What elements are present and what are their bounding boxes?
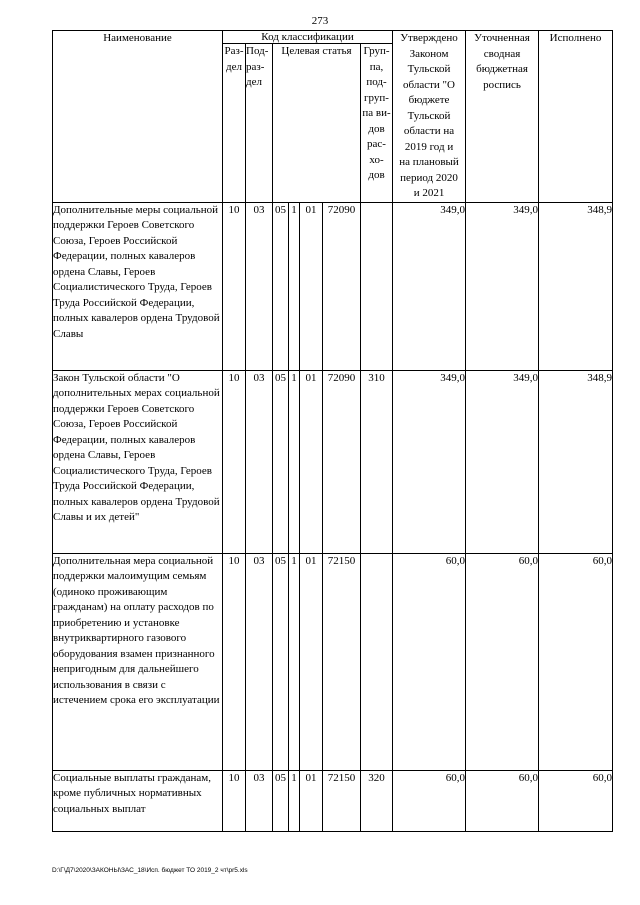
header-classification-code: Код классификации — [223, 31, 393, 44]
header-revised: Уточненная сводная бюджетная роспись — [466, 31, 539, 203]
row-code-measure: 01 — [300, 370, 323, 553]
row-code-measure: 01 — [300, 202, 323, 370]
row-executed: 60,0 — [539, 553, 613, 770]
row-name: Дополнительные меры социальной поддержки Героев Советского Союза, Героев Российской Федерации, полных кавалеров ордена Славы, Героев Социалистического Труда, Героев Труда Российской Федерации, полных кавалеров ордена Трудовой Славы — [53, 202, 223, 370]
row-subsection: 03 — [246, 553, 273, 770]
row-section: 10 — [223, 202, 246, 370]
row-revised: 349,0 — [466, 202, 539, 370]
row-executed: 60,0 — [539, 770, 613, 831]
row-code-program: 05 — [273, 770, 289, 831]
row-approved: 349,0 — [393, 202, 466, 370]
row-subsection: 03 — [246, 202, 273, 370]
header-executed: Исполнено — [539, 31, 613, 203]
table-row — [53, 202, 613, 370]
header-approved: Утверждено Законом Тульской области "О бюджете Тульской области на 2019 год и на плановый период 2020 и 2021 — [393, 31, 466, 203]
row-subsection: 03 — [246, 370, 273, 553]
row-code-program: 05 — [273, 553, 289, 770]
row-code-direction: 72150 — [323, 553, 361, 770]
row-code-measure: 01 — [300, 770, 323, 831]
row-code-direction: 72090 — [323, 370, 361, 553]
header-name: Наименование — [53, 31, 223, 203]
row-subsection: 03 — [246, 770, 273, 831]
row-expense-group — [361, 553, 393, 770]
row-approved: 60,0 — [393, 553, 466, 770]
table-row — [53, 770, 613, 831]
table-row — [53, 553, 613, 770]
header-target-article: Целевая статья — [273, 44, 361, 202]
row-approved: 60,0 — [393, 770, 466, 831]
row-expense-group: 310 — [361, 370, 393, 553]
row-name: Социальные выплаты гражданам, кроме публичных нормативных социальных выплат — [53, 770, 223, 831]
row-name: Дополнительная мера социальной поддержки малоимущим семьям (одиноко проживающим гражданам) на оплату расходов по приобретению и установке внутриквартирного газового оборудования взамен признанного непригодным для дальнейшего использования в связи с истечением срока его эксплуатации — [53, 553, 223, 770]
row-code-measure: 01 — [300, 553, 323, 770]
row-code-subprogram: 1 — [289, 370, 300, 553]
row-code-direction: 72150 — [323, 770, 361, 831]
row-code-program: 05 — [273, 370, 289, 553]
header-subsection: Под- раз- дел — [246, 44, 273, 202]
row-expense-group — [361, 202, 393, 370]
row-approved: 349,0 — [393, 370, 466, 553]
row-code-subprogram: 1 — [289, 553, 300, 770]
footer-file-path: D:\Г\Д7\2020\ЗАКОНЫ\ЗАС_18\Исп. бюджет ТО 2019_2 чт\pr5.xls — [52, 867, 248, 874]
row-code-program: 05 — [273, 202, 289, 370]
row-revised: 60,0 — [466, 770, 539, 831]
row-name: Закон Тульской области "О дополнительных мерах социальной поддержки Героев Советского Союза, Героев Российской Федерации, полных кавалеров ордена Славы, Героев Социалистического Труда, Героев Труда Российской Федерации, полных кавалеров ордена Трудовой Славы и их детей" — [53, 370, 223, 553]
page-number: 273 — [311, 15, 329, 27]
row-section: 10 — [223, 370, 246, 553]
row-section: 10 — [223, 770, 246, 831]
row-code-direction: 72090 — [323, 202, 361, 370]
row-code-subprogram: 1 — [289, 202, 300, 370]
row-expense-group: 320 — [361, 770, 393, 831]
header-section: Раз- дел — [223, 44, 246, 202]
row-revised: 349,0 — [466, 370, 539, 553]
header-expense-group: Груп- па, под- груп- па ви- дов рас- хо- дов — [361, 44, 393, 202]
row-executed: 348,9 — [539, 370, 613, 553]
row-code-subprogram: 1 — [289, 770, 300, 831]
row-section: 10 — [223, 553, 246, 770]
table-row — [53, 370, 613, 553]
row-revised: 60,0 — [466, 553, 539, 770]
row-executed: 348,9 — [539, 202, 613, 370]
budget-table — [52, 30, 613, 832]
